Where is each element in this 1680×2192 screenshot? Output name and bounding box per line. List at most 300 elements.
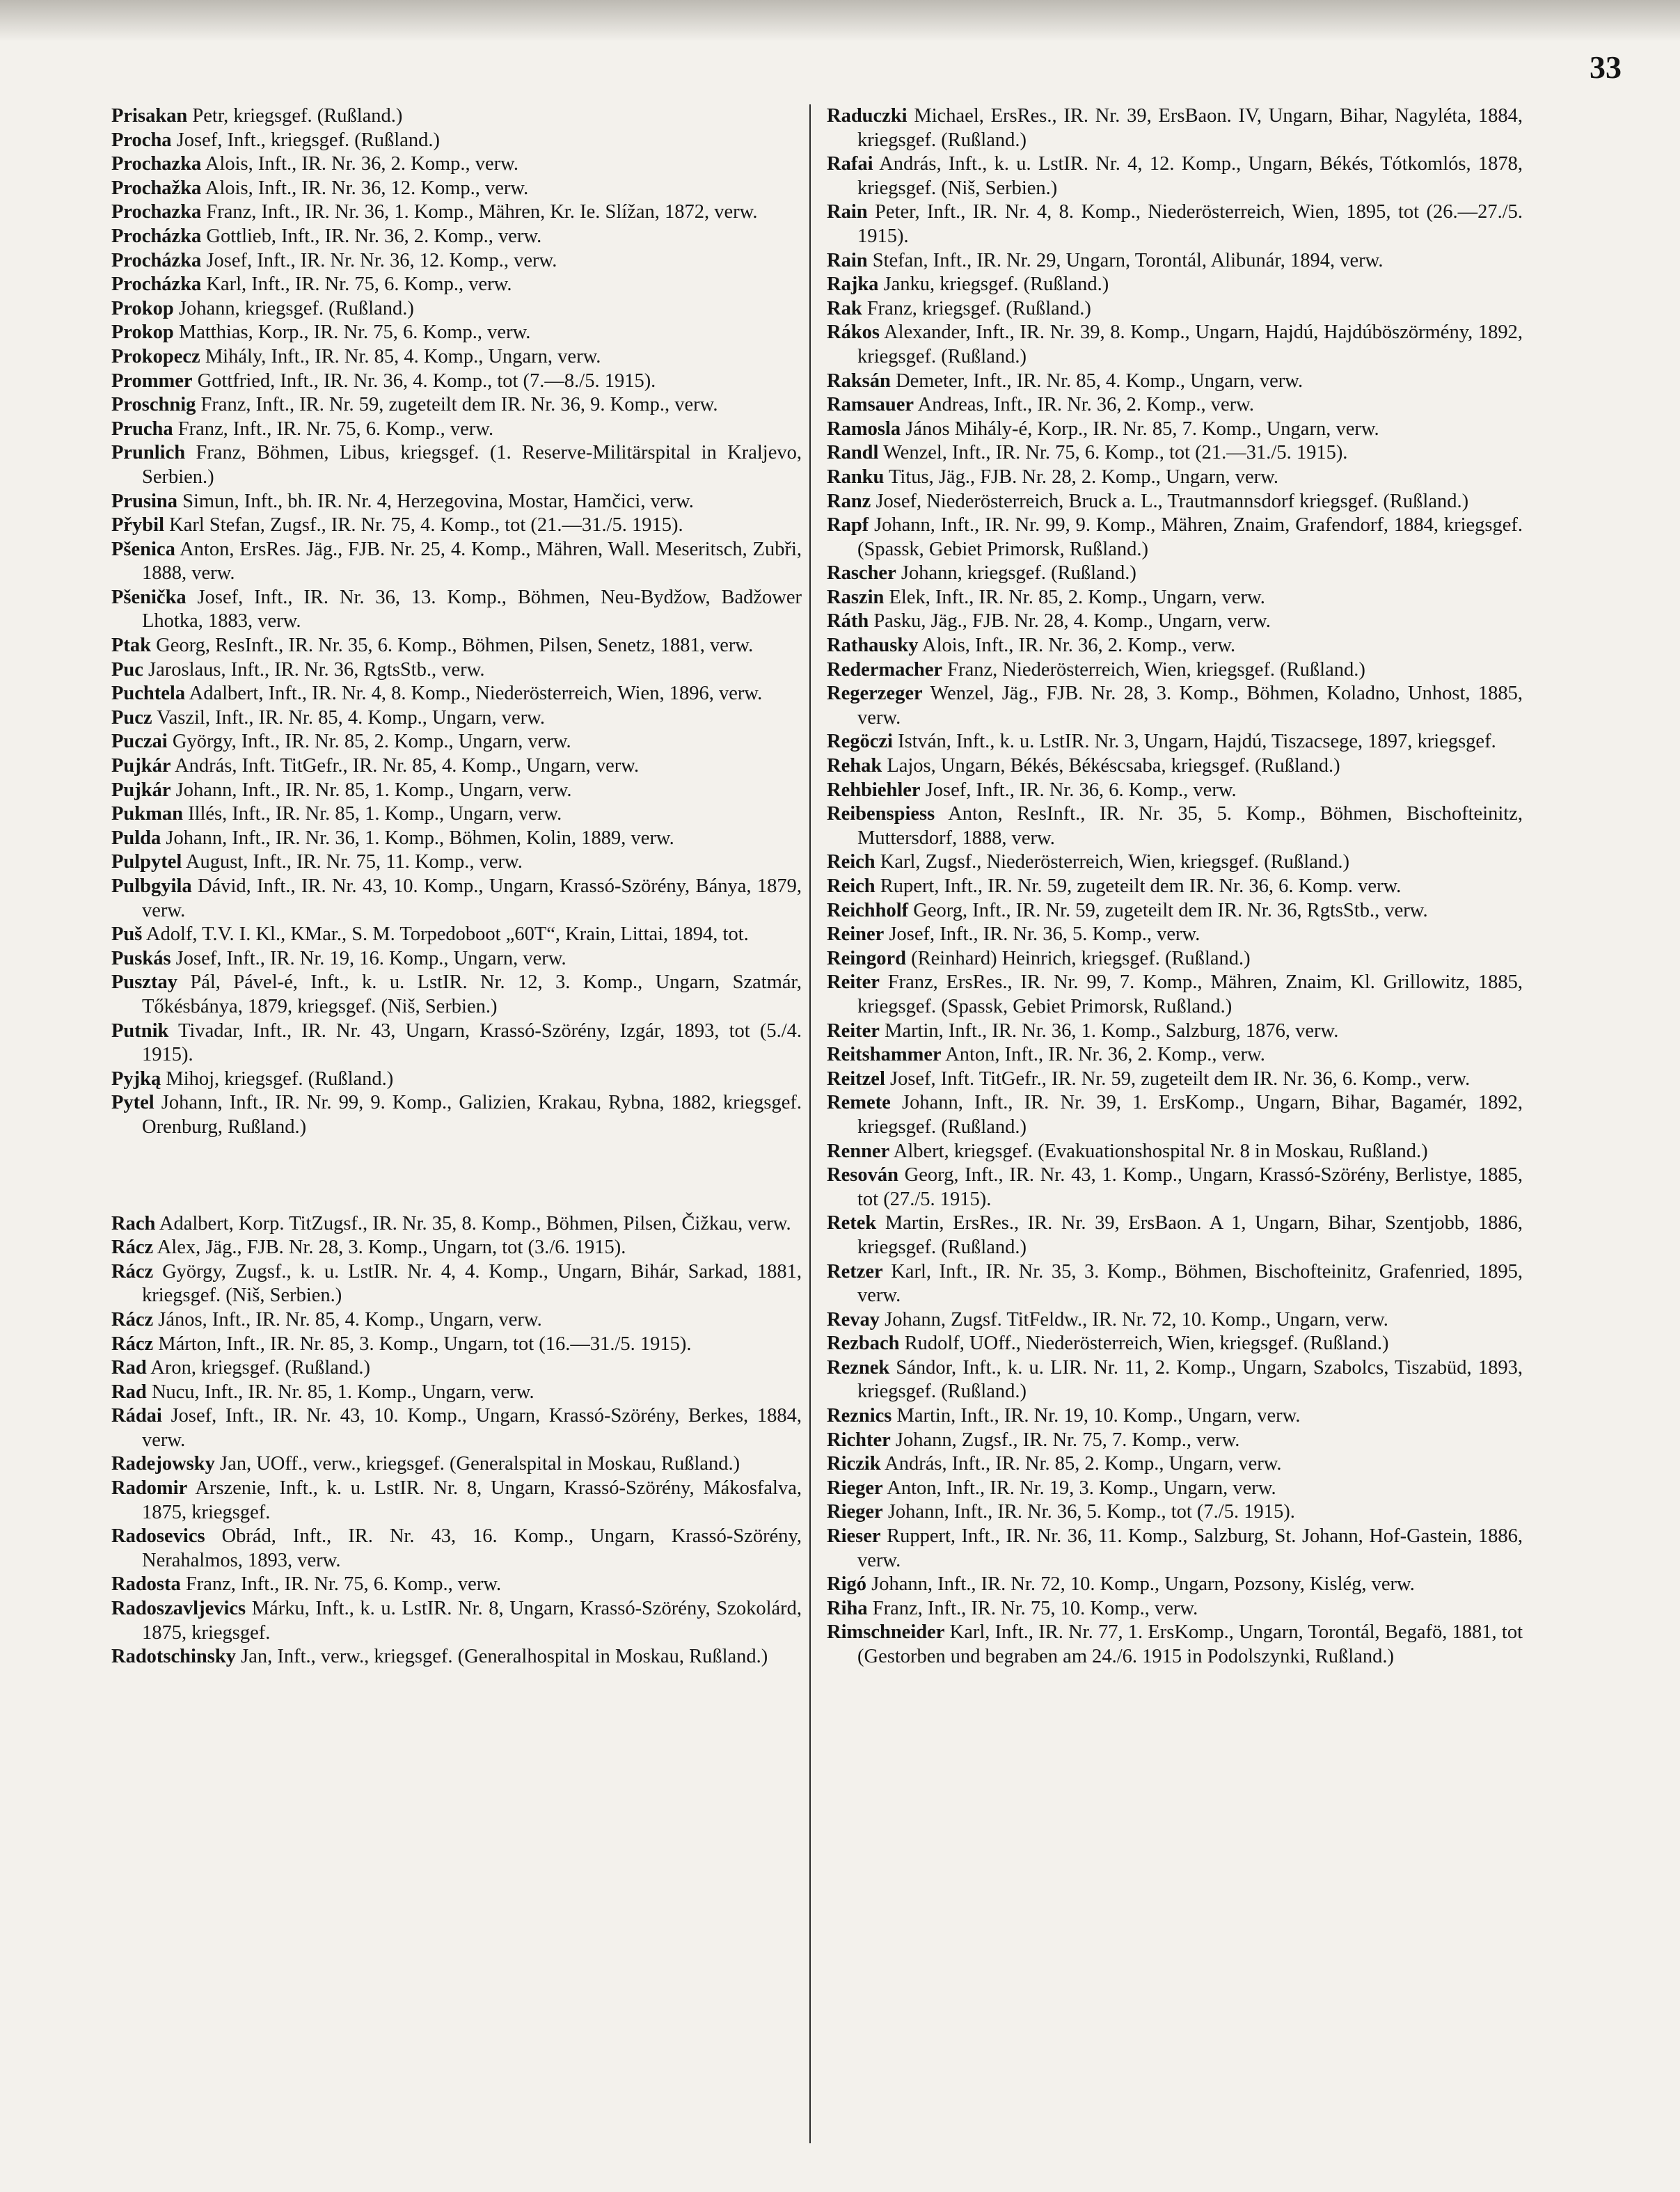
entry-details: Josef, Inft., IR. Nr. Nr. 36, 12. Komp., verw. — [201, 249, 557, 271]
entry-name: Pukman — [111, 803, 183, 825]
page-edge-shadow — [0, 0, 1680, 42]
entry-details: Karl, Inft., IR. Nr. 77, 1. ErsKomp., Ungarn, Torontál, Begafö, 1881, tot (Gestorben und begraben am 24./6. 1915 in Podolszynki, Rußland.) — [857, 1621, 1523, 1667]
list-item — [111, 947, 802, 971]
entry-name: Rajka — [827, 273, 879, 296]
entry-details: Johann, Inft., IR. Nr. 99, 9. Komp., Galizien, Krakau, Rybna, 1882, kriegsgef. Orenburg, Rußland.) — [142, 1092, 802, 1138]
entry-details: István, Inft., k. u. LstIR. Nr. 3, Ungarn, Hajdú, Tiszacsege, 1897, kriegsgef. — [892, 731, 1496, 753]
entry-name: Rieger — [827, 1501, 883, 1523]
entry-details: András, Inft., k. u. LstIR. Nr. 4, 12. Komp., Ungarn, Békés, Tótkomlós, 1878, kriegsgef. (Niš, Serbien.) — [857, 153, 1523, 199]
list-item — [827, 1621, 1523, 1669]
entry-name: Pšenička — [111, 586, 187, 608]
entry-details: János, Inft., IR. Nr. 85, 4. Komp., Ungarn, verw. — [153, 1308, 542, 1331]
entry-details: Márton, Inft., IR. Nr. 85, 3. Komp., Ungarn, tot (16.—31./5. 1915). — [153, 1333, 692, 1355]
entry-details: Josef, Inft., kriegsgef. (Rußland.) — [171, 129, 440, 151]
entry-details: Matthias, Korp., IR. Nr. 75, 6. Komp., verw. — [173, 321, 531, 344]
list-item — [827, 1332, 1523, 1356]
entry-details: Adalbert, Inft., IR. Nr. 4, 8. Komp., Niederösterreich, Wien, 1896, verw. — [185, 683, 763, 705]
list-item — [827, 899, 1523, 923]
list-item — [827, 1212, 1523, 1260]
list-item — [827, 297, 1523, 321]
right-r-entries — [827, 104, 1523, 1669]
entry-details: Martin, Inft., IR. Nr. 19, 10. Komp., Ungarn, verw. — [891, 1405, 1301, 1427]
entry-details: Mihály, Inft., IR. Nr. 85, 4. Komp., Ungarn, verw. — [200, 345, 601, 367]
entry-name: Rácz — [111, 1237, 154, 1259]
entry-details: Franz, kriegsgef. (Rußland.) — [862, 297, 1091, 319]
entry-details: Johann, Zugsf., IR. Nr. 75, 7. Komp., verw. — [890, 1429, 1240, 1451]
list-item — [827, 754, 1523, 779]
entry-details: Johann, kriegsgef. (Rußland.) — [173, 297, 414, 319]
entry-name: Přybil — [111, 514, 164, 537]
entry-details: György, Inft., IR. Nr. 85, 2. Komp., Ungarn, verw. — [167, 731, 571, 753]
entry-name: Prisakan — [111, 105, 188, 127]
entry-name: Prusina — [111, 490, 178, 512]
entry-name: Radotschinsky — [111, 1646, 236, 1668]
entry-name: Prochažka — [111, 177, 202, 199]
entry-details: Josef, Inft., IR. Nr. 43, 10. Komp., Ungarn, Krassó-Szörény, Berkes, 1884, verw. — [142, 1405, 802, 1451]
entry-name: Reich — [827, 851, 875, 873]
entry-details: Mihoj, kriegsgef. (Rußland.) — [161, 1067, 394, 1090]
entry-name: Prokop — [111, 297, 174, 319]
entry-details: Franz, Niederösterreich, Wien, kriegsgef. (Rußland.) — [942, 658, 1365, 681]
entry-name: Radejowsky — [111, 1453, 215, 1475]
entry-name: Prommer — [111, 370, 193, 392]
entry-name: Prokopecz — [111, 345, 200, 367]
entry-name: Rácz — [111, 1260, 154, 1282]
entry-name: Puchtela — [111, 683, 186, 705]
list-item — [827, 634, 1523, 658]
entry-details: Petr, kriegsgef. (Rußland.) — [187, 105, 403, 127]
entry-name: Rehak — [827, 755, 882, 777]
list-item — [827, 1308, 1523, 1333]
entry-name: Reznek — [827, 1356, 890, 1379]
entry-name: Resován — [827, 1164, 898, 1186]
section-gap — [111, 1140, 802, 1212]
list-item — [827, 466, 1523, 490]
list-item — [827, 152, 1523, 200]
column-divider — [809, 104, 811, 2143]
list-item — [111, 152, 802, 177]
list-item — [111, 249, 802, 273]
list-item — [111, 1525, 802, 1573]
list-item — [827, 1404, 1523, 1429]
entry-name: Pujkár — [111, 755, 171, 777]
entry-details: Márku, Inft., k. u. LstIR. Nr. 8, Ungarn, Krassó-Szörény, Szokolárd, 1875, kriegsgef. — [142, 1598, 802, 1644]
list-item — [111, 754, 802, 779]
list-item — [827, 1429, 1523, 1453]
entry-name: Rad — [111, 1357, 147, 1379]
entry-name: Prunlich — [111, 442, 186, 464]
entry-details: Anton, ResInft., IR. Nr. 35, 5. Komp., Böhmen, Bischofteinitz, Muttersdorf, 1888, verw. — [857, 803, 1523, 849]
entry-name: Rain — [827, 249, 868, 271]
list-item — [827, 1140, 1523, 1164]
entry-details: Elek, Inft., IR. Nr. 85, 2. Komp., Ungarn, verw. — [884, 586, 1265, 608]
list-item — [111, 923, 802, 947]
entry-details: Ruppert, Inft., IR. Nr. 36, 11. Komp., Salzburg, St. Johann, Hof-Gastein, 1886, verw. — [857, 1525, 1523, 1571]
entry-name: Ptak — [111, 635, 151, 657]
entry-name: Proschnig — [111, 394, 196, 416]
entry-details: Jan, UOff., verw., kriegsgef. (Generalspital in Moskau, Rußland.) — [214, 1453, 740, 1475]
entry-name: Reich — [827, 875, 875, 897]
entry-name: Ranz — [827, 490, 871, 512]
entry-name: Regerzeger — [827, 683, 923, 705]
entry-details: (Reinhard) Heinrich, kriegsgef. (Rußland.) — [906, 947, 1251, 969]
list-item — [111, 1236, 802, 1260]
entry-name: Rácz — [111, 1308, 154, 1331]
list-item — [111, 200, 802, 225]
entry-details: Pál, Pável-é, Inft., k. u. LstIR. Nr. 12, 3. Komp., Ungarn, Szatmár, Tőkésbánya, 1879, kriegsgef. (Niš, Serbien.) — [142, 971, 802, 1017]
entry-details: Josef, Niederösterreich, Bruck a. L., Trautmannsdorf kriegsgef. (Rußland.) — [871, 490, 1469, 512]
list-item — [827, 441, 1523, 466]
entry-name: Ranku — [827, 466, 885, 488]
list-item — [111, 441, 802, 489]
list-item — [111, 129, 802, 153]
list-item — [827, 104, 1523, 152]
entry-details: Sándor, Inft., k. u. LIR. Nr. 11, 2. Komp., Ungarn, Szabolcs, Tiszabüd, 1893, kriegsgef. (Rußland.) — [857, 1356, 1523, 1403]
entry-details: Illés, Inft., IR. Nr. 85, 1. Komp., Ungarn, verw. — [182, 803, 562, 825]
entry-name: Pujkár — [111, 779, 171, 801]
entry-details: András, Inft. TitGefr., IR. Nr. 85, 4. Komp., Ungarn, verw. — [171, 755, 640, 777]
entry-details: András, Inft., IR. Nr. 85, 2. Komp., Ungarn, verw. — [880, 1453, 1282, 1475]
entry-details: Arszenie, Inft., k. u. LstIR. Nr. 8, Ungarn, Krassó-Szörény, Mákosfalva, 1875, kriegsgef. — [142, 1477, 802, 1523]
entry-details: Karl, Inft., IR. Nr. 75, 6. Komp., verw. — [201, 273, 512, 296]
entry-name: Rieser — [827, 1525, 881, 1548]
entry-name: Rieger — [827, 1477, 883, 1499]
entry-name: Pytel — [111, 1092, 154, 1114]
entry-details: Georg, Inft., IR. Nr. 43, 1. Komp., Ungarn, Krassó-Szörény, Berlistye, 1885, tot (27./5. 1915). — [857, 1164, 1523, 1210]
entry-name: Pulda — [111, 827, 161, 849]
list-item — [111, 682, 802, 706]
list-item — [827, 586, 1523, 610]
list-item — [827, 923, 1523, 947]
entry-details: Josef, Inft., IR. Nr. 36, 6. Komp., verw. — [920, 779, 1237, 801]
entry-details: Franz, Inft., IR. Nr. 59, zugeteilt dem IR. Nr. 36, 9. Komp., verw. — [196, 394, 718, 416]
entry-details: Karl, Inft., IR. Nr. 35, 3. Komp., Böhmen, Bischofteinitz, Grafenried, 1895, verw. — [857, 1260, 1523, 1307]
list-item — [827, 779, 1523, 803]
entry-name: Radosta — [111, 1573, 181, 1596]
entry-name: Putnik — [111, 1019, 169, 1042]
entry-name: Remete — [827, 1092, 891, 1114]
list-item — [827, 418, 1523, 442]
entry-name: Rascher — [827, 562, 896, 585]
entry-details: Simun, Inft., bh. IR. Nr. 4, Herzegovina, Mostar, Hamčici, verw. — [177, 490, 694, 512]
list-item — [111, 1477, 802, 1525]
entry-details: Johann, kriegsgef. (Rußland.) — [896, 562, 1136, 585]
list-item — [111, 321, 802, 345]
list-item — [111, 1019, 802, 1067]
list-item — [111, 1333, 802, 1357]
entry-details: Wenzel, Inft., IR. Nr. 75, 6. Komp., tot (21.—31./5. 1915). — [878, 442, 1348, 464]
page-number: 33 — [1590, 49, 1622, 85]
list-item — [827, 610, 1523, 634]
list-item — [827, 393, 1523, 418]
entry-name: Pusztay — [111, 971, 177, 994]
entry-name: Puskás — [111, 947, 171, 969]
list-item — [827, 1043, 1523, 1067]
entry-details: Jaroslaus, Inft., IR. Nr. 36, RgtsStb., verw. — [143, 658, 485, 681]
entry-name: Procházka — [111, 273, 202, 296]
entry-name: Rácz — [111, 1333, 154, 1355]
entry-name: Revay — [827, 1308, 880, 1331]
list-item — [111, 345, 802, 370]
entry-details: Johann, Inft., IR. Nr. 36, 1. Komp., Böhmen, Kolin, 1889, verw. — [161, 827, 674, 849]
entry-name: Retzer — [827, 1260, 883, 1282]
list-item — [111, 779, 802, 803]
list-item — [827, 730, 1523, 754]
list-item — [827, 1573, 1523, 1597]
list-item — [827, 249, 1523, 273]
list-item — [827, 200, 1523, 248]
entry-details: Wenzel, Jäg., FJB. Nr. 28, 3. Komp., Böhmen, Koladno, Unhost, 1885, verw. — [857, 683, 1523, 729]
list-item — [827, 273, 1523, 297]
entry-name: Pulpytel — [111, 851, 182, 873]
list-item — [111, 225, 802, 249]
entry-name: Procházka — [111, 249, 202, 271]
entry-name: Rak — [827, 297, 862, 319]
entry-details: Obrád, Inft., IR. Nr. 43, 16. Komp., Ungarn, Krassó-Szörény, Nerahalmos, 1893, verw. — [142, 1525, 802, 1571]
entry-details: Gottfried, Inft., IR. Nr. 36, 4. Komp., tot (7.—8./5. 1915). — [192, 370, 656, 392]
entry-details: Adolf, T.V. I. Kl., KMar., S. M. Torpedoboot „60T“, Krain, Littai, 1894, tot. — [142, 923, 749, 946]
entry-details: Franz, ErsRes., IR. Nr. 99, 7. Komp., Mähren, Znaim, Kl. Grillowitz, 1885, kriegsgef. (Spassk, Gebiet Primorsk, Rußland.) — [857, 971, 1523, 1017]
entry-name: Riczik — [827, 1453, 881, 1475]
entry-details: Alexander, Inft., IR. Nr. 39, 8. Komp., Ungarn, Hajdú, Hajdúböszörmény, 1892, kriegsgef. (Rußland.) — [857, 321, 1523, 367]
entry-details: Tivadar, Inft., IR. Nr. 43, Ungarn, Krassó-Szörény, Izgár, 1893, tot (5./4. 1915). — [142, 1019, 802, 1066]
entry-details: Martin, ErsRes., IR. Nr. 39, ErsBaon. A 1, Ungarn, Bihar, Szentjobb, 1886, kriegsgef. (Rußland.) — [857, 1212, 1523, 1258]
entry-details: Alex, Jäg., FJB. Nr. 28, 3. Komp., Ungarn, tot (3./6. 1915). — [153, 1237, 626, 1259]
entry-details: Josef, Inft., IR. Nr. 19, 16. Komp., Ungarn, verw. — [171, 947, 566, 969]
list-item — [111, 1308, 802, 1333]
list-item — [827, 1597, 1523, 1621]
list-item — [827, 682, 1523, 730]
list-item — [111, 1404, 802, 1452]
entry-name: Reitshammer — [827, 1044, 942, 1066]
list-item — [111, 730, 802, 754]
list-item — [111, 875, 802, 923]
list-item — [111, 1356, 802, 1381]
list-item — [111, 514, 802, 538]
entry-details: Stefan, Inft., IR. Nr. 29, Ungarn, Torontál, Alibunár, 1894, verw. — [867, 249, 1384, 271]
entry-name: Rain — [827, 201, 868, 223]
list-item — [111, 634, 802, 658]
list-item — [827, 1500, 1523, 1525]
list-item — [827, 875, 1523, 899]
list-item — [827, 802, 1523, 850]
entry-details: Georg, ResInft., IR. Nr. 35, 6. Komp., Böhmen, Pilsen, Senetz, 1881, verw. — [151, 635, 754, 657]
entry-name: Renner — [827, 1140, 890, 1162]
entry-details: Georg, Inft., IR. Nr. 59, zugeteilt dem IR. Nr. 36, RgtsStb., verw. — [908, 899, 1428, 921]
list-item — [111, 1212, 802, 1237]
left-column — [111, 104, 802, 1669]
entry-name: Riha — [827, 1597, 868, 1619]
entry-name: Pulbgyila — [111, 875, 192, 897]
entry-details: Josef, Inft., IR. Nr. 36, 5. Komp., verw. — [884, 923, 1200, 946]
entry-name: Rádai — [111, 1405, 162, 1427]
list-item — [111, 1381, 802, 1405]
list-item — [111, 370, 802, 394]
entry-details: Aron, kriegsgef. (Rußland.) — [146, 1357, 371, 1379]
list-item — [827, 1356, 1523, 1404]
list-item — [111, 850, 802, 875]
list-item — [111, 104, 802, 129]
entry-name: Procházka — [111, 225, 202, 247]
list-item — [111, 971, 802, 1019]
list-item — [827, 1091, 1523, 1139]
entry-details: Anton, Inft., IR. Nr. 36, 2. Komp., verw. — [941, 1044, 1265, 1066]
entry-details: Martin, Inft., IR. Nr. 36, 1. Komp., Salzburg, 1876, verw. — [879, 1019, 1339, 1042]
list-item — [111, 706, 802, 731]
entry-name: Ramsauer — [827, 394, 914, 416]
entry-name: Raksán — [827, 370, 891, 392]
entry-name: Reznics — [827, 1405, 892, 1427]
list-item — [827, 658, 1523, 683]
entry-details: Johann, Inft., IR. Nr. 99, 9. Komp., Mähren, Znaim, Grafendorf, 1884, kriegsgef. (Spassk, Gebiet Primorsk, Rußland.) — [857, 514, 1523, 560]
entry-details: Karl, Zugsf., Niederösterreich, Wien, kriegsgef. (Rußland.) — [875, 851, 1349, 873]
entry-details: Demeter, Inft., IR. Nr. 85, 4. Komp., Ungarn, verw. — [890, 370, 1303, 392]
entry-details: Adalbert, Korp. TitZugsf., IR. Nr. 35, 8. Komp., Böhmen, Pilsen, Čižkau, verw. — [155, 1212, 791, 1234]
entry-details: Rudolf, UOff., Niederösterreich, Wien, kriegsgef. (Rußland.) — [899, 1333, 1389, 1355]
list-item — [827, 1525, 1523, 1573]
list-item — [827, 1477, 1523, 1501]
entry-details: Nucu, Inft., IR. Nr. 85, 1. Komp., Ungarn, verw. — [146, 1381, 534, 1403]
list-item — [111, 802, 802, 827]
list-item — [111, 393, 802, 418]
entry-details: Peter, Inft., IR. Nr. 4, 8. Komp., Niederösterreich, Wien, 1895, tot (26.—27./5. 1915). — [857, 201, 1523, 247]
entry-details: Alois, Inft., IR. Nr. 36, 2. Komp., verw. — [201, 153, 519, 175]
entry-details: Franz, Inft., IR. Nr. 75, 10. Komp., verw. — [867, 1597, 1198, 1619]
entry-details: Johann, Inft., IR. Nr. 36, 5. Komp., tot (7./5. 1915). — [882, 1501, 1295, 1523]
entry-name: Rad — [111, 1381, 147, 1403]
list-item — [827, 850, 1523, 875]
entry-details: Alois, Inft., IR. Nr. 36, 12. Komp., verw. — [201, 177, 529, 199]
entry-name: Reibenspiess — [827, 803, 935, 825]
entry-details: Andreas, Inft., IR. Nr. 36, 2. Komp., verw. — [914, 394, 1254, 416]
entry-details: Lajos, Ungarn, Békés, Békéscsaba, kriegsgef. (Rußland.) — [882, 755, 1340, 777]
list-item — [111, 490, 802, 514]
entry-details: Dávid, Inft., IR. Nr. 43, 10. Komp., Ungarn, Krassó-Szörény, Bánya, 1879, verw. — [142, 875, 802, 921]
list-item — [111, 1091, 802, 1139]
left-p-entries — [111, 104, 802, 1140]
entry-name: Reitzel — [827, 1067, 885, 1090]
list-item — [827, 514, 1523, 562]
list-item — [111, 538, 802, 586]
list-item — [111, 273, 802, 297]
entry-name: Prokop — [111, 321, 174, 344]
entry-details: Franz, Inft., IR. Nr. 36, 1. Komp., Mähren, Kr. Ie. Slížan, 1872, verw. — [201, 201, 758, 223]
entry-details: Michael, ErsRes., IR. Nr. 39, ErsBaon. IV, Ungarn, Bihar, Nagyléta, 1884, kriegsgef. (Rußland.) — [857, 105, 1523, 151]
entry-details: Anton, ErsRes. Jäg., FJB. Nr. 25, 4. Komp., Mähren, Wall. Meseritsch, Zubři, 1888, verw. — [142, 538, 802, 585]
entry-details: Titus, Jäg., FJB. Nr. 28, 2. Komp., Ungarn, verw. — [884, 466, 1278, 488]
entry-details: Vaszil, Inft., IR. Nr. 85, 4. Komp., Ungarn, verw. — [152, 706, 545, 729]
entry-details: Rupert, Inft., IR. Nr. 59, zugeteilt dem IR. Nr. 36, 6. Komp. verw. — [875, 875, 1402, 897]
list-item — [827, 562, 1523, 586]
entry-name: Reiter — [827, 971, 880, 994]
list-item — [827, 1067, 1523, 1092]
list-item — [111, 658, 802, 683]
entry-name: Reichholf — [827, 899, 909, 921]
list-item — [111, 177, 802, 201]
right-column — [827, 104, 1523, 1669]
entry-details: Johann, Inft., IR. Nr. 72, 10. Komp., Ungarn, Pozsony, Kislég, verw. — [866, 1573, 1415, 1596]
entry-name: Redermacher — [827, 658, 943, 681]
entry-name: Procha — [111, 129, 172, 151]
list-item — [827, 1260, 1523, 1308]
list-item — [827, 1163, 1523, 1212]
entry-details: Johann, Zugsf. TitFeldw., IR. Nr. 72, 10. Komp., Ungarn, verw. — [879, 1308, 1388, 1331]
entry-name: Rathausky — [827, 635, 919, 657]
entry-name: Regöczi — [827, 731, 893, 753]
entry-name: Rafai — [827, 153, 873, 175]
list-item — [827, 971, 1523, 1019]
entry-details: Jan, Inft., verw., kriegsgef. (Generalhospital in Moskau, Rußland.) — [235, 1646, 768, 1668]
entry-details: Janku, kriegsgef. (Rußland.) — [878, 273, 1109, 296]
entry-name: Ráth — [827, 610, 869, 633]
list-item — [111, 1597, 802, 1645]
entry-details: August, Inft., IR. Nr. 75, 11. Komp., verw. — [182, 851, 523, 873]
entry-details: Anton, Inft., IR. Nr. 19, 3. Komp., Ungarn, verw. — [882, 1477, 1276, 1499]
entry-details: Johann, Inft., IR. Nr. 39, 1. ErsKomp., Ungarn, Bihar, Bagamér, 1892, kriegsgef. (Rußland.) — [857, 1092, 1523, 1138]
entry-name: Rezbach — [827, 1333, 900, 1355]
entry-name: Raduczki — [827, 105, 908, 127]
entry-name: Pyjką — [111, 1067, 161, 1090]
entry-name: Rapf — [827, 514, 869, 537]
entry-name: Radomir — [111, 1477, 188, 1500]
list-item — [111, 1573, 802, 1597]
list-item — [827, 1019, 1523, 1044]
entry-details: Franz, Inft., IR. Nr. 75, 6. Komp., verw. — [173, 418, 494, 440]
entry-name: Radoszavljevics — [111, 1598, 246, 1620]
entry-name: Prochazka — [111, 201, 202, 223]
list-item — [827, 370, 1523, 394]
entry-name: Rigó — [827, 1573, 866, 1596]
entry-name: Puš — [111, 923, 143, 946]
list-item — [827, 947, 1523, 971]
entry-name: Prochazka — [111, 153, 202, 175]
entry-name: Pucz — [111, 706, 152, 729]
entry-details: Alois, Inft., IR. Nr. 36, 2. Komp., verw. — [918, 635, 1236, 657]
list-item — [827, 490, 1523, 514]
list-item — [827, 321, 1523, 369]
entry-name: Rimschneider — [827, 1621, 945, 1644]
entry-name: Retek — [827, 1212, 877, 1234]
entry-name: Reiner — [827, 923, 885, 946]
entry-details: Franz, Inft., IR. Nr. 75, 6. Komp., verw. — [180, 1573, 502, 1596]
entry-name: Reingord — [827, 947, 906, 969]
entry-details: György, Zugsf., k. u. LstIR. Nr. 4, 4. Komp., Ungarn, Bihár, Sarkad, 1881, kriegsgef. (Niš, Serbien.) — [142, 1260, 802, 1307]
entry-name: Ramosla — [827, 418, 901, 440]
entry-name: Richter — [827, 1429, 891, 1451]
entry-name: Puczai — [111, 731, 168, 753]
entry-details: Pasku, Jäg., FJB. Nr. 28, 4. Komp., Ungarn, verw. — [869, 610, 1271, 633]
list-item — [111, 827, 802, 851]
entry-details: Johann, Inft., IR. Nr. 85, 1. Komp., Ungarn, verw. — [171, 779, 572, 801]
entry-name: Reiter — [827, 1019, 880, 1042]
list-item — [111, 1067, 802, 1092]
entry-details: Albert, kriegsgef. (Evakuationshospital Nr. 8 in Moskau, Rußland.) — [889, 1140, 1428, 1162]
entry-name: Rach — [111, 1212, 156, 1234]
entry-details: Josef, Inft. TitGefr., IR. Nr. 59, zugeteilt dem IR. Nr. 36, 6. Komp., verw. — [885, 1067, 1471, 1090]
list-item — [827, 1452, 1523, 1477]
entry-name: Rákos — [827, 321, 880, 344]
list-item — [111, 1452, 802, 1477]
list-item — [111, 1260, 802, 1308]
list-item — [111, 586, 802, 634]
entry-details: Gottlieb, Inft., IR. Nr. 36, 2. Komp., verw. — [201, 225, 542, 247]
entry-details: Franz, Böhmen, Libus, kriegsgef. (1. Reserve-Militärspital in Kraljevo, Serbien.) — [142, 442, 802, 488]
entry-name: Radosevics — [111, 1525, 205, 1548]
entry-name: Pšenica — [111, 538, 175, 560]
list-item — [111, 418, 802, 442]
list-item — [111, 297, 802, 321]
left-r-entries — [111, 1212, 802, 1669]
